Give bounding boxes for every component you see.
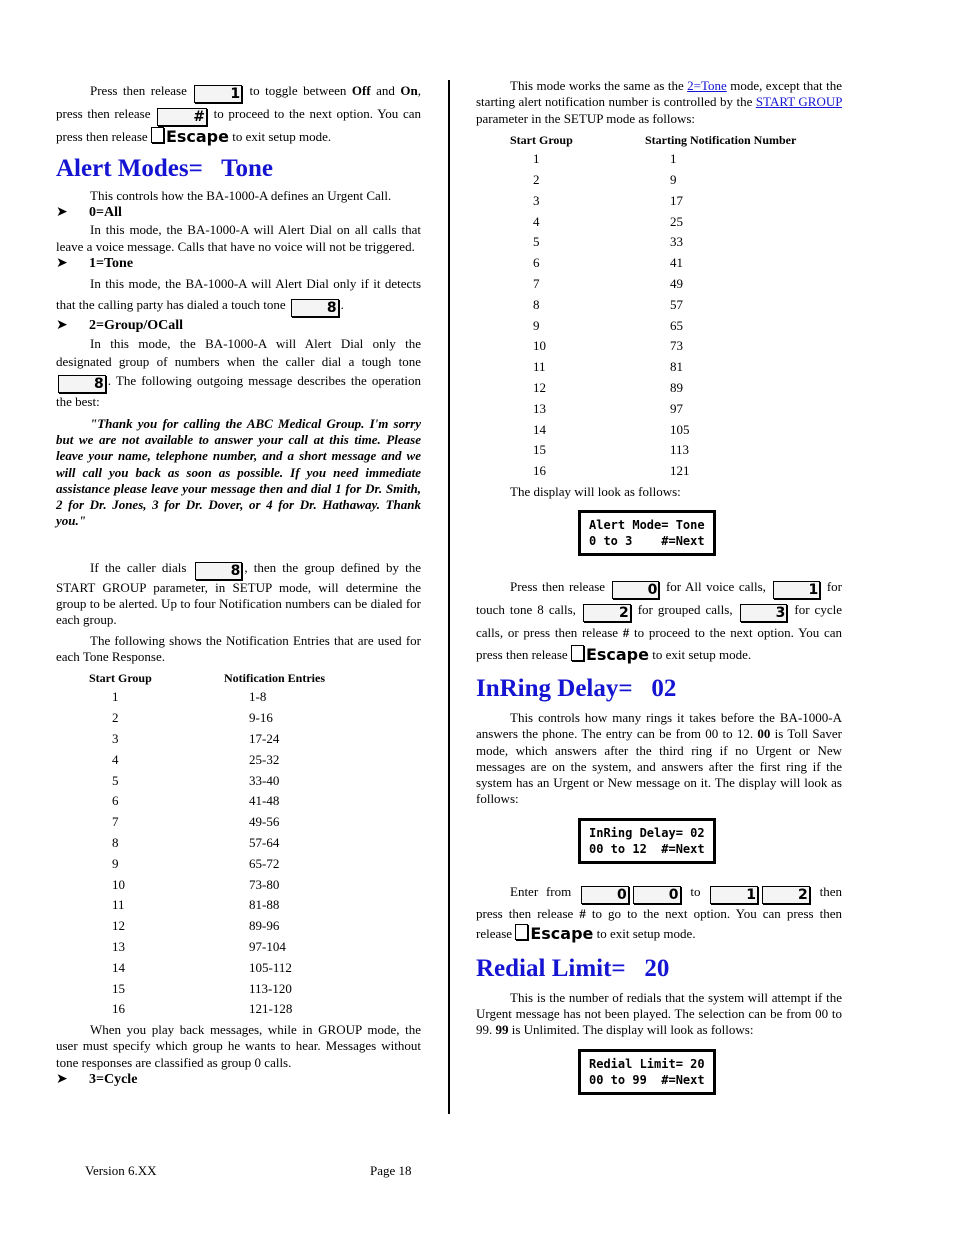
table-row: [510, 253, 796, 274]
column-divider: [448, 80, 450, 1114]
toggle-instructions: Press then release 1 to toggle between Off and On, press then release # to proceed to the next option. You can press then release Escape to exit setup mode.: [56, 83, 421, 146]
column-header: Starting Notification Number: [645, 132, 797, 147]
bullet-0-all: ➤ 0=All: [56, 205, 122, 221]
key-8-icon: 8: [291, 299, 339, 317]
group-mode-text: In this mode, the BA-1000-A will Alert Dial only the designated group of numbers when the caller dial a tough tone 8 . The following outgoing message describes the operation the best:: [56, 335, 421, 410]
key-1-icon: 1: [194, 85, 242, 103]
key-1-icon: 1: [710, 886, 758, 904]
table-row: [510, 149, 796, 170]
heading-redial-limit: Redial Limit= 20: [476, 954, 670, 982]
tone-mode-text: In this mode, the BA-1000-A will Alert Dial only if it detects that the calling party has dialed a touch tone 8 .: [56, 275, 421, 316]
notification-cell: 113-120: [249, 980, 292, 996]
notification-cell: 105-112: [249, 959, 292, 975]
key-0-icon: 0: [581, 886, 629, 904]
key-hash-icon: #: [157, 108, 207, 126]
notification-cell: 97-104: [249, 939, 286, 955]
notification-cell: 25-32: [249, 751, 280, 767]
display-note: The display will look as follows:: [510, 483, 681, 499]
table-row: [510, 357, 796, 378]
notification-cell: 81-88: [249, 897, 280, 913]
table-row: [89, 978, 325, 999]
start-group-cell: 15: [112, 980, 125, 996]
start-group-cell: 1: [112, 689, 119, 705]
escape-key-icon: [151, 127, 164, 143]
table-row: [89, 750, 325, 771]
notification-cell: 9-16: [249, 710, 273, 726]
playback-text: When you play back messages, while in GROUP mode, the user must specify which group he wants to hear. Messages without tone responses are classified as group 0 calls.: [56, 1021, 421, 1070]
notification-cell: 113: [670, 442, 690, 458]
arrow-bullet-icon: ➤: [56, 255, 68, 271]
start-group-cell: 3: [533, 192, 540, 208]
table-row: [89, 729, 325, 750]
table-row: [510, 378, 796, 399]
escape-label: Escape: [530, 923, 594, 943]
inring-text: This controls how many rings it takes before the BA-1000-A answers the phone. The entry can be from 00 to 12. 00 is Toll Saver mode, which answers after the third ring if no Urgent or New messages are on the system, and answers after the first ring if the system has an Urgent or New message on it. The display will look as follows:: [476, 709, 842, 807]
table-row: [89, 770, 325, 791]
notification-entries-table: [89, 669, 325, 1020]
start-group-cell: 1: [533, 151, 540, 167]
cycle-mode-text: This mode works the same as the 2=Tone mode, except that the starting alert notification number is controlled by the START GROUP parameter in the SETUP mode as follows:: [476, 78, 843, 126]
caller-dials-text: If the caller dials 8 , then the group defined by the START GROUP parameter, in SETUP mode, will determine the group to be alerted. Up to four Notification numbers can be dialed for each group.: [56, 559, 421, 628]
left-column: [56, 80, 421, 1089]
table-row: [510, 315, 796, 336]
notification-cell: 33-40: [249, 772, 280, 788]
table-row: [510, 336, 796, 357]
table-row: [89, 708, 325, 729]
start-group-cell: 15: [533, 442, 546, 458]
notification-cell: 89: [670, 379, 683, 395]
start-group-cell: 13: [112, 939, 125, 955]
press-release-options: Press then release 0 for All voice calls, 1 for touch tone 8 calls, 2 for grouped calls, 3 for cycle calls, or press then release # to proceed to the next option. You can press then release Escape to exit setup mode.: [476, 578, 842, 664]
lcd-display-inring-delay: InRing Delay= 02 00 to 12 #=Next: [578, 818, 716, 864]
lcd-inring-wrapper: [578, 818, 842, 864]
start-group-cell: 6: [533, 255, 540, 271]
escape-key-icon: [515, 924, 528, 940]
table-row: [510, 440, 796, 461]
notification-cell: 49-56: [249, 814, 280, 830]
notification-cell: 57: [670, 296, 683, 312]
table-row: [510, 461, 796, 482]
start-group-cell: 12: [533, 379, 546, 395]
start-group-cell: 10: [533, 338, 546, 354]
table-row: [89, 895, 325, 916]
notification-cell: 41: [670, 255, 683, 271]
arrow-bullet-icon: ➤: [56, 205, 68, 221]
outgoing-message-quote: "Thank you for calling the ABC Medical Group. I'm sorry but we are not available to answer your call at this time. Please leave your name, telephone number, and a short message and we will call you back as soon as possible. If you need immediate assistance please leave your message then and dial 1 for Dr. Smith, 2 for Dr. Jones, 3 for Dr. Dover, or 4 for Dr. Hathaway. Thank you.": [56, 415, 421, 529]
table-row: [89, 937, 325, 958]
notification-cell: 25: [670, 213, 683, 229]
table-row: [510, 419, 796, 440]
table-row: [89, 916, 325, 937]
notification-cell: 49: [670, 275, 683, 291]
table-row: [89, 833, 325, 854]
table-row: [510, 170, 796, 191]
start-group-cell: 9: [112, 855, 119, 871]
hash-key-text: #: [579, 905, 586, 921]
redial-text: This is the number of redials that the system will attempt if the Urgent message has not been played. The selection can be from 00 to 99. 99 is Unlimited. The display will look as follows:: [476, 989, 842, 1038]
start-group-cell: 12: [112, 918, 125, 934]
table-row: [510, 294, 796, 315]
notification-cell: 97: [670, 400, 683, 416]
key-0-icon: 0: [612, 581, 660, 599]
starting-notification-table: [510, 131, 796, 482]
start-group-cell: 14: [533, 421, 546, 437]
escape-key-icon: [571, 645, 584, 661]
notification-cell: 121-128: [249, 1001, 293, 1017]
table-row: [89, 999, 325, 1020]
table-row: [510, 211, 796, 232]
start-group-link[interactable]: START GROUP: [755, 94, 843, 110]
notification-cell: 1: [670, 151, 677, 167]
notification-cell: 17-24: [249, 731, 280, 747]
table-header-row: [510, 131, 796, 149]
key-2-icon: 2: [583, 604, 631, 622]
key-1-icon: 1: [773, 581, 821, 599]
arrow-bullet-icon: ➤: [56, 1071, 68, 1087]
key-0-icon: 0: [633, 886, 681, 904]
tone-mode-link[interactable]: 2=Tone: [687, 78, 727, 93]
start-group-cell: 14: [112, 959, 125, 975]
escape-label: Escape: [165, 127, 229, 146]
table-row: [89, 791, 325, 812]
start-group-cell: 2: [112, 710, 119, 726]
bullet-1-tone: ➤ 1=Tone: [56, 255, 134, 271]
notification-cell: 65-72: [249, 855, 280, 871]
notification-cell: 121: [670, 463, 690, 479]
start-group-cell: 5: [533, 234, 540, 250]
table-row: [510, 190, 796, 211]
table-row: [89, 958, 325, 979]
start-group-cell: 8: [533, 296, 540, 312]
notification-cell: 65: [670, 317, 683, 333]
table-row: [510, 232, 796, 253]
start-group-cell: 10: [112, 876, 125, 892]
start-group-cell: 4: [112, 751, 119, 767]
key-3-icon: 3: [740, 604, 788, 622]
notification-cell: 81: [670, 359, 683, 375]
notification-cell: 1-8: [249, 689, 267, 705]
start-group-cell: 11: [533, 359, 546, 375]
start-group-cell: 9: [533, 317, 540, 333]
start-group-cell: 5: [112, 772, 119, 788]
start-group-cell: 8: [112, 835, 119, 851]
notification-cell: 17: [670, 192, 683, 208]
right-column: [476, 78, 842, 1095]
key-8-icon: 8: [58, 375, 106, 393]
notification-cell: 73-80: [249, 876, 280, 892]
column-header: Start Group: [510, 132, 573, 147]
column-header: Notification Entries: [224, 671, 325, 686]
hash-key-text: #: [622, 624, 630, 640]
start-group-cell: 16: [533, 463, 546, 479]
escape-label: Escape: [585, 644, 649, 664]
bullet-3-cycle: ➤ 3=Cycle: [56, 1071, 138, 1087]
start-group-cell: 16: [112, 1001, 125, 1017]
start-group-cell: 13: [533, 400, 546, 416]
lcd-redial-wrapper: [578, 1049, 842, 1095]
table-row: [510, 398, 796, 419]
table-row: [89, 687, 325, 708]
start-group-cell: 2: [533, 171, 540, 187]
start-group-cell: 4: [533, 213, 540, 229]
arrow-bullet-icon: ➤: [56, 317, 68, 333]
notification-cell: 105: [670, 421, 690, 437]
table-row: [89, 854, 325, 875]
table-row: [89, 874, 325, 895]
enter-range-instructions: Enter from 0 0 to 1 2 then press then release # to go to the next option. You can press then release Escape to exit setup mode.: [476, 883, 842, 943]
lcd-display-alert-mode: Alert Mode= Tone 0 to 3 #=Next: [578, 510, 716, 556]
bullet-2-group: ➤ 2=Group/OCall: [56, 317, 184, 333]
start-group-cell: 7: [533, 275, 540, 291]
key-8-icon: 8: [195, 562, 243, 580]
footer-page-number: Page 18: [370, 1163, 412, 1178]
start-group-cell: 3: [112, 731, 119, 747]
notification-cell: 89-96: [249, 918, 280, 934]
notification-cell: 57-64: [249, 835, 280, 851]
start-group-cell: 6: [112, 793, 119, 809]
start-group-cell: 7: [112, 814, 119, 830]
heading-inring-delay: InRing Delay= 02: [476, 674, 677, 702]
table-row: [510, 274, 796, 295]
notification-cell: 33: [670, 234, 683, 250]
notification-cell: 9: [670, 171, 677, 187]
all-mode-text: In this mode, the BA-1000-A will Alert Dial on all calls that leave a voice message. Calls that have no voice will not be triggered.: [56, 222, 421, 254]
start-group-cell: 11: [112, 897, 125, 913]
alert-intro: This controls how the BA-1000-A defines an Urgent Call.: [90, 188, 392, 203]
table-row: [89, 812, 325, 833]
notification-cell: 73: [670, 338, 683, 354]
notification-cell: 41-48: [249, 793, 280, 809]
table-header-row: [89, 669, 325, 687]
footer-version: Version 6.XX: [85, 1163, 157, 1178]
key-2-icon: 2: [762, 886, 810, 904]
lcd-display-redial-limit: Redial Limit= 20 00 to 99 #=Next: [578, 1049, 716, 1095]
column-header: Start Group: [89, 671, 152, 686]
heading-alert-modes: Alert Modes= Tone: [56, 155, 274, 182]
table-intro: The following shows the Notification Entries that are used for each Tone Response.: [56, 632, 421, 664]
lcd-alert-mode-wrapper: [578, 510, 842, 556]
